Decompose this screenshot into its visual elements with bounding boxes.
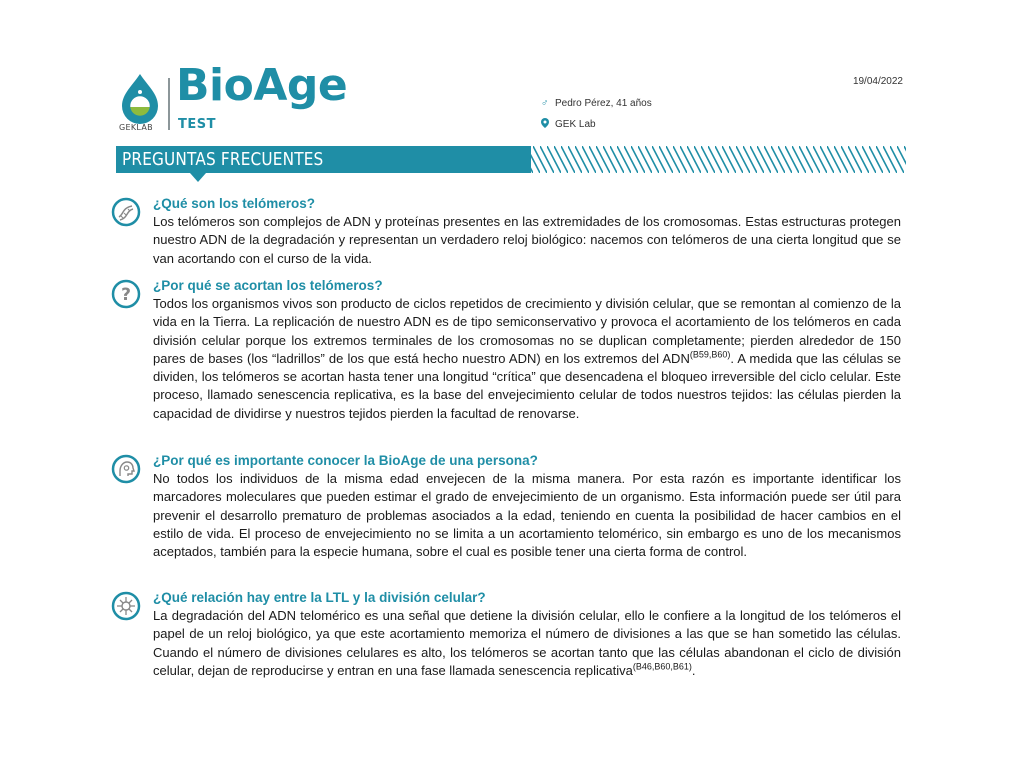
faq-question: ¿Qué relación hay entre la LTL y la división celular? bbox=[153, 590, 486, 605]
faq-answer bbox=[153, 213, 901, 268]
question-icon bbox=[110, 278, 142, 310]
brand-name: BioAge bbox=[176, 60, 348, 111]
faq-answer bbox=[153, 295, 901, 423]
faq-answer-text: La degradación del ADN telomérico es una señal que detiene la división celular, ello le confiere a la longitud de los telómeros el papel de un reloj biológico, ya que este acortamiento memoriza el número de divisiones a las que se han sometido las células. Cuando el número de divisiones celulares es alto, los telómeros se acortan tanto que las células abandonan el ciclo de división celular, dejan de reproducirse y entran en una fase llamada senescencia replicativa bbox=[153, 608, 901, 678]
svg-text:?: ? bbox=[121, 285, 131, 305]
patient-info bbox=[541, 98, 652, 109]
location-pin-icon bbox=[541, 118, 555, 131]
bioage-logo bbox=[118, 60, 363, 136]
faq-answer-text: No todos los individuos de la misma edad envejecen de la misma manera. Por esta razón es importante identificar los marcadores moleculares que pueden estimar el grado de envejecimiento de un organismo. Esta información puede ser útil para prevenir el desarrollo prematuro de problemas asociados a la edad, teniendo en cuenta la posibilidad de hacer cambios en el estilo de vida. El proceso de envejecimiento no se limita a un acortamiento telomérico, sin embargo es uno de los mecanismos aceptados, también para la especie humana, sobre el cual es posible tener una cierta forma de control. bbox=[153, 471, 901, 560]
faq-answer bbox=[153, 607, 901, 680]
lab-info bbox=[541, 118, 596, 131]
faq-question: ¿Por qué se acortan los telómeros? bbox=[153, 278, 383, 293]
male-icon: ♂ bbox=[541, 98, 549, 109]
dna-icon bbox=[110, 196, 142, 228]
reference-marker: (B46,B60,B61) bbox=[632, 661, 692, 672]
lab-name: GEK Lab bbox=[555, 119, 596, 130]
lab-logo-text: GEKLAB bbox=[119, 123, 153, 132]
cell-icon bbox=[110, 590, 142, 622]
brand-subtitle: TEST bbox=[178, 117, 216, 132]
faq-answer bbox=[153, 470, 901, 561]
report-date: 19/04/2022 bbox=[852, 76, 903, 87]
faq-answer-text: Los telómeros son complejos de ADN y proteínas presentes en las extremidades de los cromosomas. Estas estructuras protegen nuestro ADN de la degradación y representan un verdadero reloj biológico: nacemos con telómeros de una cierta longitud que se van acortando con el curso de la vida. bbox=[153, 214, 901, 266]
section-title: PREGUNTAS FRECUENTES bbox=[122, 149, 324, 170]
reference-marker: (B59,B60) bbox=[689, 349, 731, 360]
logo-divider bbox=[168, 78, 170, 130]
patient-name: Pedro Pérez, 41 años bbox=[555, 98, 652, 109]
banner-hatch bbox=[526, 146, 906, 173]
faq-question: ¿Qué son los telómeros? bbox=[153, 196, 316, 211]
faq-answer-tail: . A medida que las células se dividen, los telómeros se acortan hasta tener una longitud “crítica” que desencadena el bloqueo irreversible del ciclo celular. Este proceso, llamado senescencia replicativa, es la base del envejecimiento celular de todos nuestros tejidos: las células pierden la capacidad de dividirse y nuestros tejidos pierden la facultad de renovarse. bbox=[153, 350, 901, 421]
section-banner bbox=[116, 146, 906, 174]
head-gear-icon bbox=[110, 453, 142, 485]
faq-answer-tail: . bbox=[691, 662, 696, 678]
faq-question: ¿Por qué es importante conocer la BioAge de una persona? bbox=[153, 453, 538, 468]
banner-notch bbox=[190, 173, 206, 182]
faq-answer-text: Todos los organismos vivos son producto de ciclos repetidos de crecimiento y división celular, que se remontan al comienzo de la vida en la Tierra. La replicación de nuestro ADN es de tipo semiconservativo y provoca el acortamiento de los telómeros en cada división celular porque los extremos terminales de los cromosomas no se duplican completamente; pierden alrededor de 150 pares de bases (los “ladrillos” de los que está hecho nuestro ADN) en los extremos del ADN bbox=[153, 296, 901, 366]
